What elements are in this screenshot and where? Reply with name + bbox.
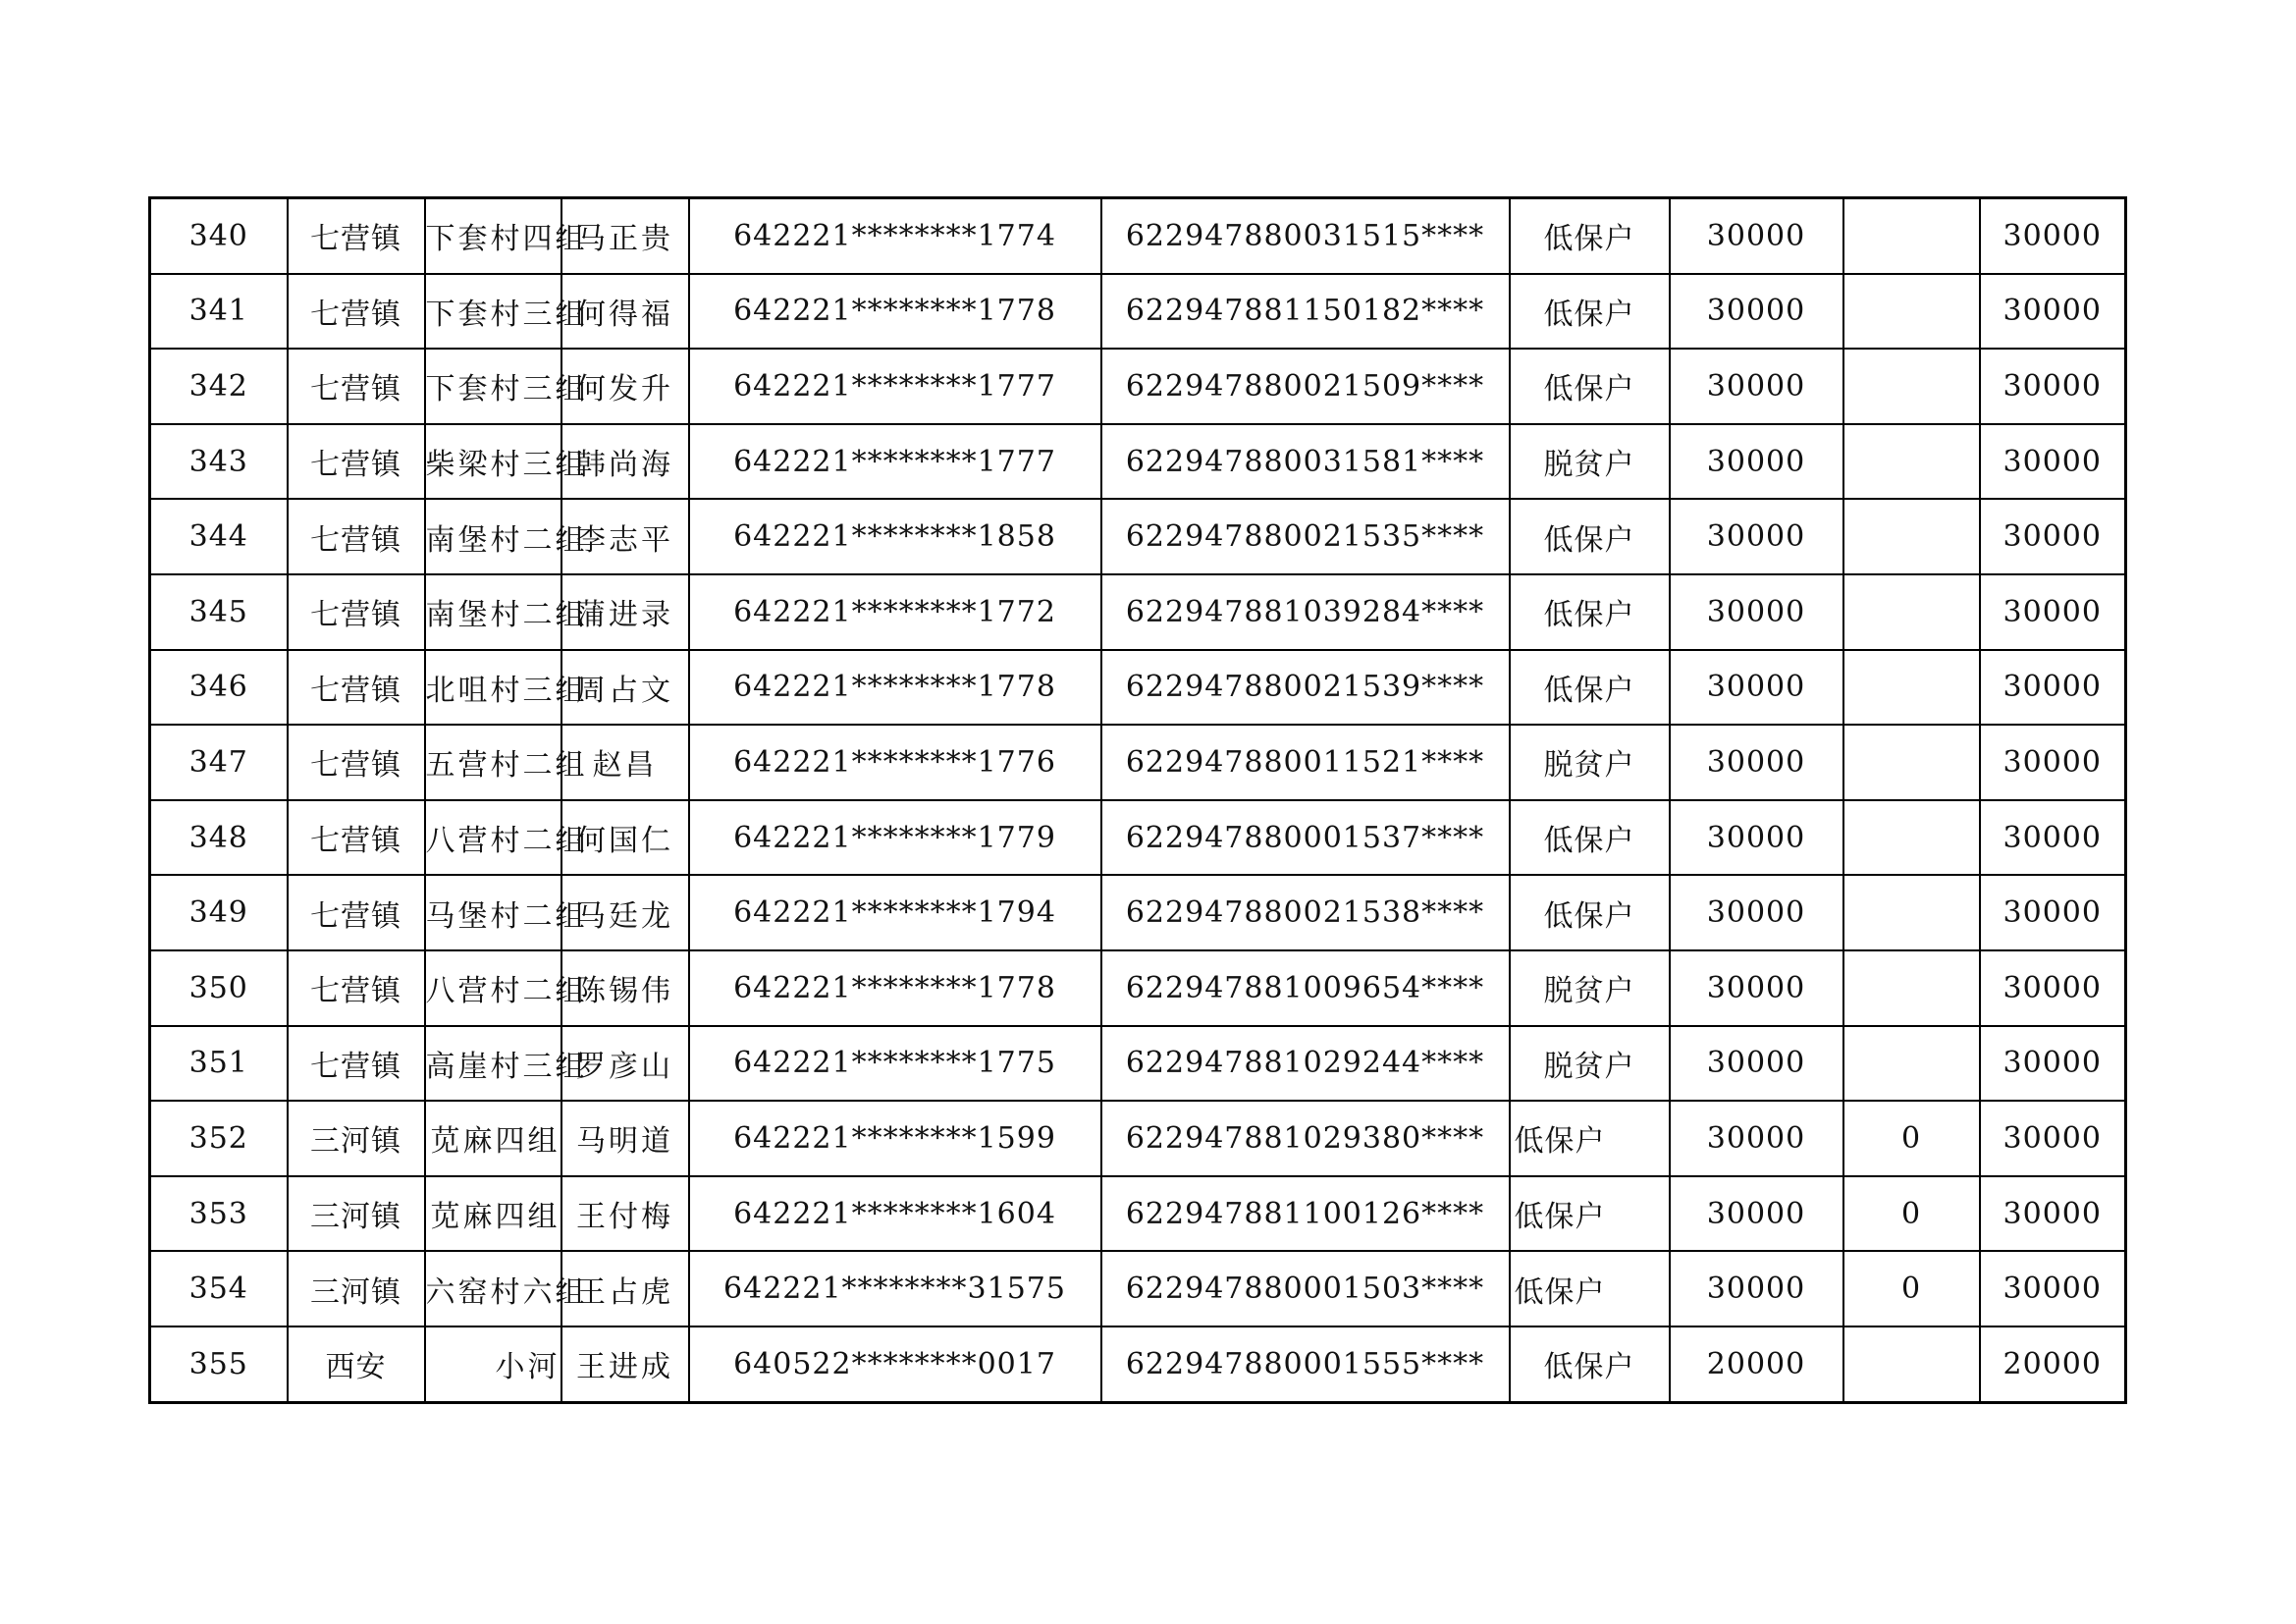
- town-cell: 七营镇: [288, 499, 425, 574]
- bank-account-cell: 622947880021535****: [1101, 499, 1510, 574]
- person-name-cell: 马廷龙: [561, 875, 689, 950]
- village-group-cell: 南堡村二组: [425, 574, 561, 650]
- id-number-cell: 642221********1858: [689, 499, 1101, 574]
- amount-cell: 30000: [1670, 424, 1843, 500]
- town-cell: 西安: [288, 1326, 425, 1402]
- extra-amount-cell: [1843, 1026, 1980, 1102]
- amount-cell: 30000: [1670, 1251, 1843, 1326]
- serial-number-cell: 346: [150, 650, 288, 726]
- household-type-cell: 低保户: [1510, 198, 1670, 274]
- table-body: [150, 198, 2126, 1403]
- town-cell: 七营镇: [288, 650, 425, 726]
- person-name-cell: 何得福: [561, 274, 689, 350]
- extra-amount-cell: 0: [1843, 1101, 1980, 1176]
- village-group-cell: 八营村二组: [425, 800, 561, 876]
- total-amount-cell: 30000: [1980, 1101, 2126, 1176]
- table-row: [150, 1101, 2126, 1176]
- household-type-cell: 低保户: [1510, 574, 1670, 650]
- table-row: [150, 875, 2126, 950]
- extra-amount-cell: [1843, 349, 1980, 424]
- bank-account-cell: 622947880021539****: [1101, 650, 1510, 726]
- bank-account-cell: 622947881039284****: [1101, 574, 1510, 650]
- household-type-cell: 低保户: [1510, 875, 1670, 950]
- bank-account-cell: 622947881009654****: [1101, 950, 1510, 1026]
- amount-cell: 30000: [1670, 950, 1843, 1026]
- bank-account-cell: 622947881029244****: [1101, 1026, 1510, 1102]
- bank-account-cell: 622947881150182****: [1101, 274, 1510, 350]
- bank-account-cell: 622947881029380****: [1101, 1101, 1510, 1176]
- serial-number-cell: 344: [150, 499, 288, 574]
- amount-cell: 30000: [1670, 725, 1843, 800]
- town-cell: 三河镇: [288, 1251, 425, 1326]
- serial-number-cell: 348: [150, 800, 288, 876]
- town-cell: 七营镇: [288, 725, 425, 800]
- total-amount-cell: 30000: [1980, 1026, 2126, 1102]
- bank-account-cell: 622947880031515****: [1101, 198, 1510, 274]
- bank-account-cell: 622947880021509****: [1101, 349, 1510, 424]
- amount-cell: 30000: [1670, 800, 1843, 876]
- serial-number-cell: 343: [150, 424, 288, 500]
- extra-amount-cell: [1843, 274, 1980, 350]
- extra-amount-cell: [1843, 499, 1980, 574]
- id-number-cell: 642221********1778: [689, 274, 1101, 350]
- town-cell: 七营镇: [288, 424, 425, 500]
- table-row: [150, 1326, 2126, 1402]
- town-cell: 七营镇: [288, 1026, 425, 1102]
- person-name-cell: 罗彦山: [561, 1026, 689, 1102]
- village-group-cell: 苋麻四组: [425, 1176, 561, 1252]
- id-number-cell: 642221********1604: [689, 1176, 1101, 1252]
- extra-amount-cell: [1843, 800, 1980, 876]
- total-amount-cell: 30000: [1980, 274, 2126, 350]
- serial-number-cell: 352: [150, 1101, 288, 1176]
- town-cell: 七营镇: [288, 274, 425, 350]
- extra-amount-cell: [1843, 1326, 1980, 1402]
- table-row: [150, 1026, 2126, 1102]
- extra-amount-cell: [1843, 574, 1980, 650]
- town-cell: 七营镇: [288, 574, 425, 650]
- beneficiary-table: [148, 196, 2127, 1404]
- total-amount-cell: 30000: [1980, 198, 2126, 274]
- total-amount-cell: 30000: [1980, 725, 2126, 800]
- village-group-cell: 下套村四组: [425, 198, 561, 274]
- town-cell: 七营镇: [288, 800, 425, 876]
- town-cell: 三河镇: [288, 1176, 425, 1252]
- amount-cell: 30000: [1670, 1176, 1843, 1252]
- person-name-cell: 马正贵: [561, 198, 689, 274]
- amount-cell: 30000: [1670, 1026, 1843, 1102]
- serial-number-cell: 351: [150, 1026, 288, 1102]
- table-row: [150, 1176, 2126, 1252]
- amount-cell: 30000: [1670, 349, 1843, 424]
- village-group-cell: 五营村二组: [425, 725, 561, 800]
- serial-number-cell: 340: [150, 198, 288, 274]
- person-name-cell: 蒲进录: [561, 574, 689, 650]
- extra-amount-cell: [1843, 424, 1980, 500]
- total-amount-cell: 30000: [1980, 424, 2126, 500]
- person-name-cell: 王进成: [561, 1326, 689, 1402]
- village-group-cell: 小河: [425, 1326, 561, 1402]
- bank-account-cell: 622947880011521****: [1101, 725, 1510, 800]
- extra-amount-cell: [1843, 725, 1980, 800]
- bank-account-cell: 622947880001555****: [1101, 1326, 1510, 1402]
- id-number-cell: 642221********1779: [689, 800, 1101, 876]
- table-row: [150, 1251, 2126, 1326]
- village-group-cell: 柴梁村三组: [425, 424, 561, 500]
- household-type-cell: 低保户: [1510, 800, 1670, 876]
- id-number-cell: 642221********1794: [689, 875, 1101, 950]
- table-row: [150, 950, 2126, 1026]
- total-amount-cell: 30000: [1980, 800, 2126, 876]
- household-type-cell: 脱贫户: [1510, 950, 1670, 1026]
- person-name-cell: 赵昌: [561, 725, 689, 800]
- bank-account-cell: 622947881100126****: [1101, 1176, 1510, 1252]
- id-number-cell: 642221********1599: [689, 1101, 1101, 1176]
- village-group-cell: 六窑村六组: [425, 1251, 561, 1326]
- table-row: [150, 349, 2126, 424]
- serial-number-cell: 355: [150, 1326, 288, 1402]
- total-amount-cell: 30000: [1980, 650, 2126, 726]
- id-number-cell: 642221********1777: [689, 349, 1101, 424]
- extra-amount-cell: [1843, 950, 1980, 1026]
- household-type-cell: 脱贫户: [1510, 725, 1670, 800]
- person-name-cell: 何发升: [561, 349, 689, 424]
- table-row: [150, 725, 2126, 800]
- household-type-cell: 低保户: [1510, 1101, 1670, 1176]
- id-number-cell: 642221********1778: [689, 950, 1101, 1026]
- person-name-cell: 马明道: [561, 1101, 689, 1176]
- household-type-cell: 脱贫户: [1510, 1026, 1670, 1102]
- extra-amount-cell: 0: [1843, 1176, 1980, 1252]
- id-number-cell: 640522********0017: [689, 1326, 1101, 1402]
- village-group-cell: 下套村三组: [425, 349, 561, 424]
- total-amount-cell: 30000: [1980, 950, 2126, 1026]
- amount-cell: 30000: [1670, 574, 1843, 650]
- serial-number-cell: 345: [150, 574, 288, 650]
- household-type-cell: 低保户: [1510, 349, 1670, 424]
- town-cell: 七营镇: [288, 349, 425, 424]
- extra-amount-cell: [1843, 198, 1980, 274]
- household-type-cell: 低保户: [1510, 1326, 1670, 1402]
- amount-cell: 30000: [1670, 650, 1843, 726]
- serial-number-cell: 342: [150, 349, 288, 424]
- total-amount-cell: 30000: [1980, 349, 2126, 424]
- household-type-cell: 低保户: [1510, 1251, 1670, 1326]
- amount-cell: 30000: [1670, 875, 1843, 950]
- village-group-cell: 八营村二组: [425, 950, 561, 1026]
- extra-amount-cell: 0: [1843, 1251, 1980, 1326]
- village-group-cell: 高崖村三组: [425, 1026, 561, 1102]
- amount-cell: 30000: [1670, 499, 1843, 574]
- total-amount-cell: 30000: [1980, 875, 2126, 950]
- amount-cell: 30000: [1670, 198, 1843, 274]
- village-group-cell: 北咀村三组: [425, 650, 561, 726]
- bank-account-cell: 622947880031581****: [1101, 424, 1510, 500]
- amount-cell: 20000: [1670, 1326, 1843, 1402]
- town-cell: 七营镇: [288, 875, 425, 950]
- bank-account-cell: 622947880001503****: [1101, 1251, 1510, 1326]
- id-number-cell: 642221********1775: [689, 1026, 1101, 1102]
- person-name-cell: 陈锡伟: [561, 950, 689, 1026]
- table-row: [150, 574, 2126, 650]
- person-name-cell: 周占文: [561, 650, 689, 726]
- total-amount-cell: 30000: [1980, 574, 2126, 650]
- village-group-cell: 下套村三组: [425, 274, 561, 350]
- household-type-cell: 低保户: [1510, 1176, 1670, 1252]
- serial-number-cell: 341: [150, 274, 288, 350]
- person-name-cell: 何国仁: [561, 800, 689, 876]
- table-row: [150, 274, 2126, 350]
- id-number-cell: 642221********1774: [689, 198, 1101, 274]
- id-number-cell: 642221********1776: [689, 725, 1101, 800]
- total-amount-cell: 30000: [1980, 1176, 2126, 1252]
- bank-account-cell: 622947880001537****: [1101, 800, 1510, 876]
- table-row: [150, 800, 2126, 876]
- household-type-cell: 低保户: [1510, 499, 1670, 574]
- town-cell: 七营镇: [288, 950, 425, 1026]
- table-row: [150, 650, 2126, 726]
- total-amount-cell: 30000: [1980, 1251, 2126, 1326]
- table-row: [150, 198, 2126, 274]
- person-name-cell: 李志平: [561, 499, 689, 574]
- town-cell: 七营镇: [288, 198, 425, 274]
- household-type-cell: 脱贫户: [1510, 424, 1670, 500]
- serial-number-cell: 347: [150, 725, 288, 800]
- table-row: [150, 499, 2126, 574]
- id-number-cell: 642221********1778: [689, 650, 1101, 726]
- serial-number-cell: 349: [150, 875, 288, 950]
- amount-cell: 30000: [1670, 274, 1843, 350]
- total-amount-cell: 30000: [1980, 499, 2126, 574]
- serial-number-cell: 354: [150, 1251, 288, 1326]
- person-name-cell: 王占虎: [561, 1251, 689, 1326]
- serial-number-cell: 350: [150, 950, 288, 1026]
- village-group-cell: 苋麻四组: [425, 1101, 561, 1176]
- id-number-cell: 642221********1777: [689, 424, 1101, 500]
- town-cell: 三河镇: [288, 1101, 425, 1176]
- person-name-cell: 王付梅: [561, 1176, 689, 1252]
- village-group-cell: 马堡村二组: [425, 875, 561, 950]
- household-type-cell: 低保户: [1510, 650, 1670, 726]
- id-number-cell: 642221********1772: [689, 574, 1101, 650]
- extra-amount-cell: [1843, 875, 1980, 950]
- total-amount-cell: 20000: [1980, 1326, 2126, 1402]
- extra-amount-cell: [1843, 650, 1980, 726]
- bank-account-cell: 622947880021538****: [1101, 875, 1510, 950]
- person-name-cell: 韩尚海: [561, 424, 689, 500]
- village-group-cell: 南堡村二组: [425, 499, 561, 574]
- serial-number-cell: 353: [150, 1176, 288, 1252]
- household-type-cell: 低保户: [1510, 274, 1670, 350]
- table-row: [150, 424, 2126, 500]
- id-number-cell: 642221********31575: [689, 1251, 1101, 1326]
- amount-cell: 30000: [1670, 1101, 1843, 1176]
